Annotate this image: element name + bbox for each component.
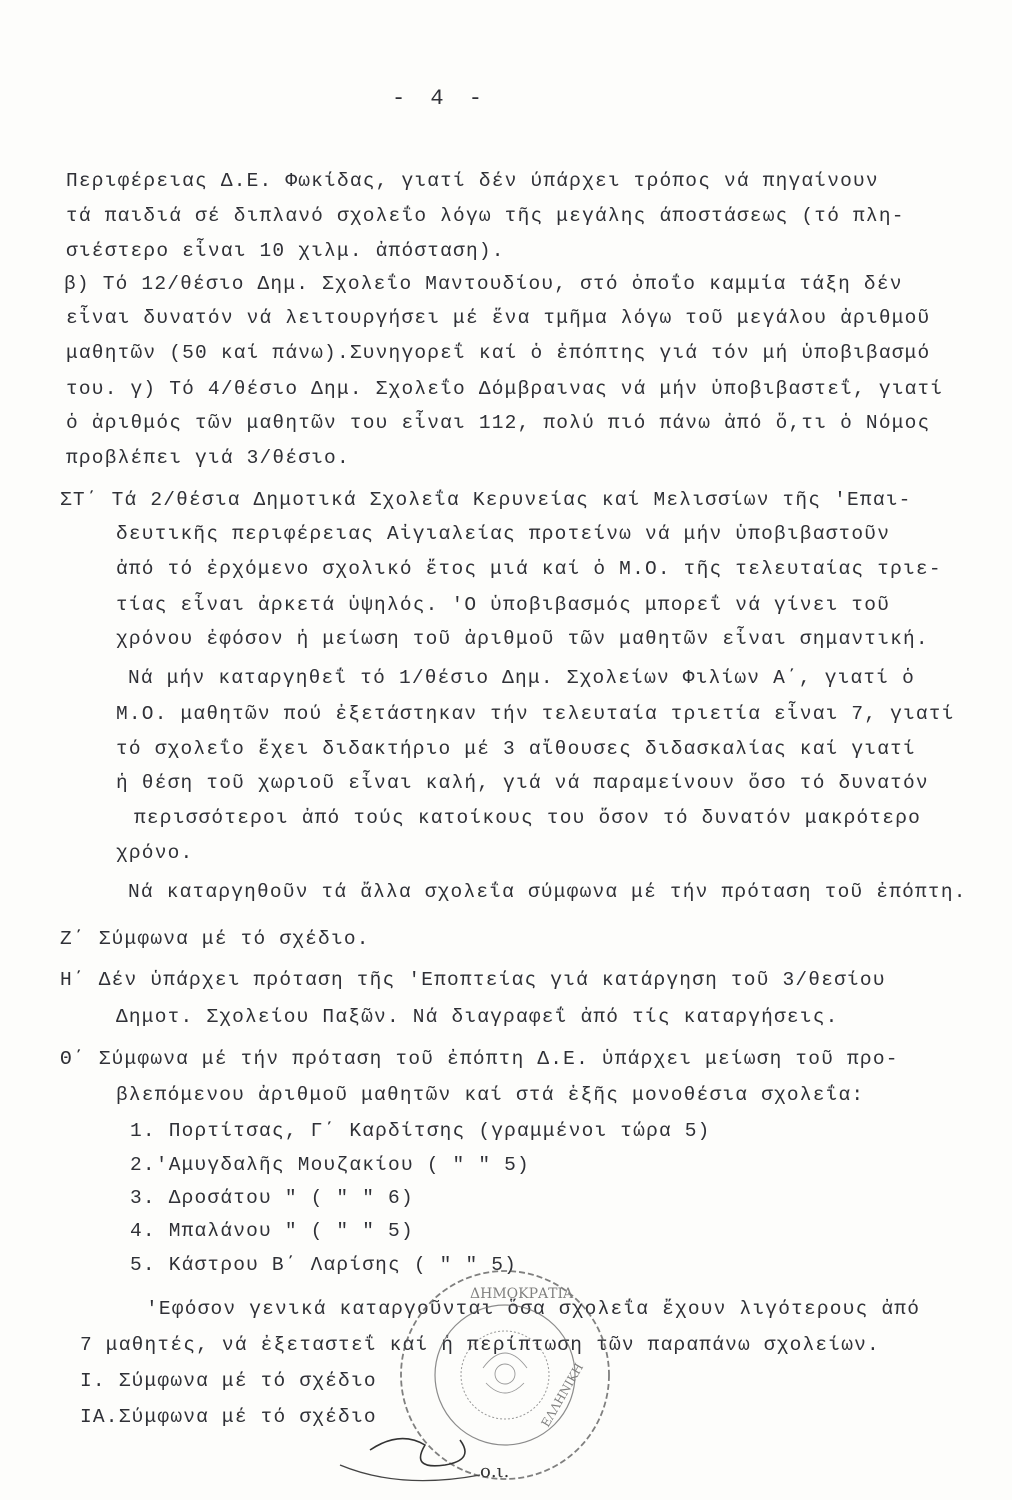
- signature: [330, 1405, 590, 1495]
- school-list-item-4: 4. Μπαλάνου " ( " " 5): [130, 1220, 414, 1242]
- paragraph-line-5: περισσότεροι ἀπό τούς κατοίκους του ὅσον τό δυνατόν μακρότερο: [134, 807, 922, 829]
- paragraph-line-1: Νά μήν καταργηθεΐ τό 1/θέσιο Δημ. Σχολείων Φιλίων Α΄, γιατί ὁ: [128, 667, 916, 689]
- section-st-line-4: τίας εἶναι ἀρκετά ὑψηλός. 'Ο ὑποβιβασμός μπορεΐ νά γίνει τοῦ: [116, 594, 891, 616]
- closing-line-2: 7 μαθητές, νά ἐξεταστεΐ καί ἡ περίπτωση τῶν παραπάνω σχολείων.: [80, 1334, 880, 1356]
- school-list-item-1: 1. Πορτίτσας, Γ΄ Καρδίτσης (γραμμένοι τώρα 5): [130, 1120, 711, 1142]
- section-i-line: Ι. Σύμφωνα μέ τό σχέδιο: [80, 1370, 377, 1392]
- section-st-line-3: ἀπό τό ἐρχόμενο σχολικό ἔτος μιά καί ὁ Μ.Ο. τῆς τελευταίας τριε-: [116, 558, 942, 580]
- section-th-line-1: Θ΄ Σύμφωνα μέ τήν πρόταση τοῦ ἐπόπτη Δ.Ε. ὑπάρχει μείωση τοῦ προ-: [60, 1048, 899, 1070]
- text-line-6: μαθητῶν (50 καί πάνω).Συνηγορεΐ καί ὁ ἐπόπτης γιά τόν μή ὑποβιβασμό: [66, 342, 931, 364]
- closing-line-1: 'Εφόσον γενικά καταργοῦνται ὅσα σχολεΐα ἔχουν λιγότερους ἀπό: [146, 1298, 921, 1320]
- text-line-1: Περιφέρειας Δ.Ε. Φωκίδας, γιατί δέν ύπάρχει τρόπος νά πηγαίνουν: [66, 170, 879, 192]
- school-list-item-3: 3. Δροσάτου " ( " " 6): [130, 1187, 414, 1209]
- school-list-item-5: 5. Κάστρου Β΄ Λαρίσης ( " " 5): [130, 1254, 518, 1276]
- page-number: - 4 -: [392, 86, 489, 111]
- section-z-line: Ζ΄ Σύμφωνα μέ τό σχέδιο.: [60, 928, 370, 950]
- text-line-9: προβλέπει γιά 3/θέσιο.: [66, 447, 350, 469]
- paragraph-line-4: ἡ θέση τοῦ χωριοῦ εἶναι καλή, γιά νά παραμείνουν ὅσο τό δυνατόν: [116, 772, 929, 794]
- school-list-item-2: 2.'Αμυγδαλῆς Μουζακίου ( " " 5): [130, 1154, 530, 1176]
- abolish-line: Νά καταργηθοῦν τά ἄλλα σχολεΐα σύμφωνα μέ τήν πρόταση τοῦ ἐπόπτη.: [128, 881, 967, 903]
- section-h-line-2: Δημοτ. Σχολείου Παξῶν. Νά διαγραφεΐ ἀπό τίς καταργήσεις.: [116, 1006, 839, 1028]
- section-st-line-5: χρόνου ἐφόσον ἡ μείωση τοῦ ἀριθμοῦ τῶν μαθητῶν εἶναι σημαντική.: [116, 628, 929, 650]
- svg-text:ΔΗΜΟΚΡΑΤΙΑ: ΔΗΜΟΚΡΑΤΙΑ: [470, 1286, 574, 1302]
- text-line-2: τά παιδιά σέ διπλανό σχολεΐο λόγω τῆς μεγάλης άποστάσεως (τό πλη-: [66, 205, 905, 227]
- text-line-3: σιέστερο εἶναι 10 χιλμ. ἀπόσταση).: [66, 240, 505, 262]
- paragraph-line-2: Μ.Ο. μαθητῶν πού ἐξετάστηκαν τήν τελευταία τριετία εἶναι 7, γιατί: [116, 703, 955, 725]
- text-line-4: β) Τό 12/θέσιο Δημ. Σχολεΐο Μαντουδίου, στό ὁποΐο καμμία τάξη δέν: [64, 273, 903, 295]
- section-h-line-1: Η΄ Δέν ὑπάρχει πρόταση τῆς 'Εποπτείας γιά κατάργηση τοῦ 3/θεσίου: [60, 969, 886, 991]
- text-line-5: εἶναι δυνατόν νά λειτουργήσει μέ ἕνα τμῆμα λόγω τοῦ μεγάλου ἀριθμοῦ: [66, 307, 931, 329]
- section-th-line-2: βλεπόμενου ἀριθμοῦ μαθητῶν καί στά ἑξῆς μονοθέσια σχολεΐα:: [116, 1084, 865, 1106]
- svg-text:ΕΛΛΗΝΙΚΗ: ΕΛΛΗΝΙΚΗ: [538, 1360, 587, 1430]
- text-line-8: ὁ ἀριθμός τῶν μαθητῶν του εἶναι 112, πολύ πιό πάνω ἀπό ὅ,τι ὁ Νόμος: [66, 412, 931, 434]
- paragraph-line-3: τό σχολεΐο ἔχει διδακτήριο μέ 3 αἴθουσες διδασκαλίας καί γιατί: [116, 738, 916, 760]
- section-st-line-1: ΣΤ΄ Τά 2/θέσια Δημοτικά Σχολεΐα Κερυνείας καί Μελισσίων τῆς 'Επαι-: [60, 489, 912, 511]
- section-ia-line: ΙΑ.Σύμφωνα μέ τό σχέδιο: [80, 1406, 377, 1428]
- text-line-7: του. γ) Τό 4/θέσιο Δημ. Σχολεΐο Δόμβραινας νά μήν ὑποβιβαστεΐ, γιατί: [66, 378, 944, 400]
- section-st-line-2: δευτικῆς περιφέρειας Αἰγιαλείας προτείνω νά μήν ὑποβιβαστοῦν: [116, 523, 891, 545]
- svg-text:ο.ι.: ο.ι.: [480, 1461, 510, 1482]
- paragraph-line-6: χρόνο.: [116, 842, 194, 864]
